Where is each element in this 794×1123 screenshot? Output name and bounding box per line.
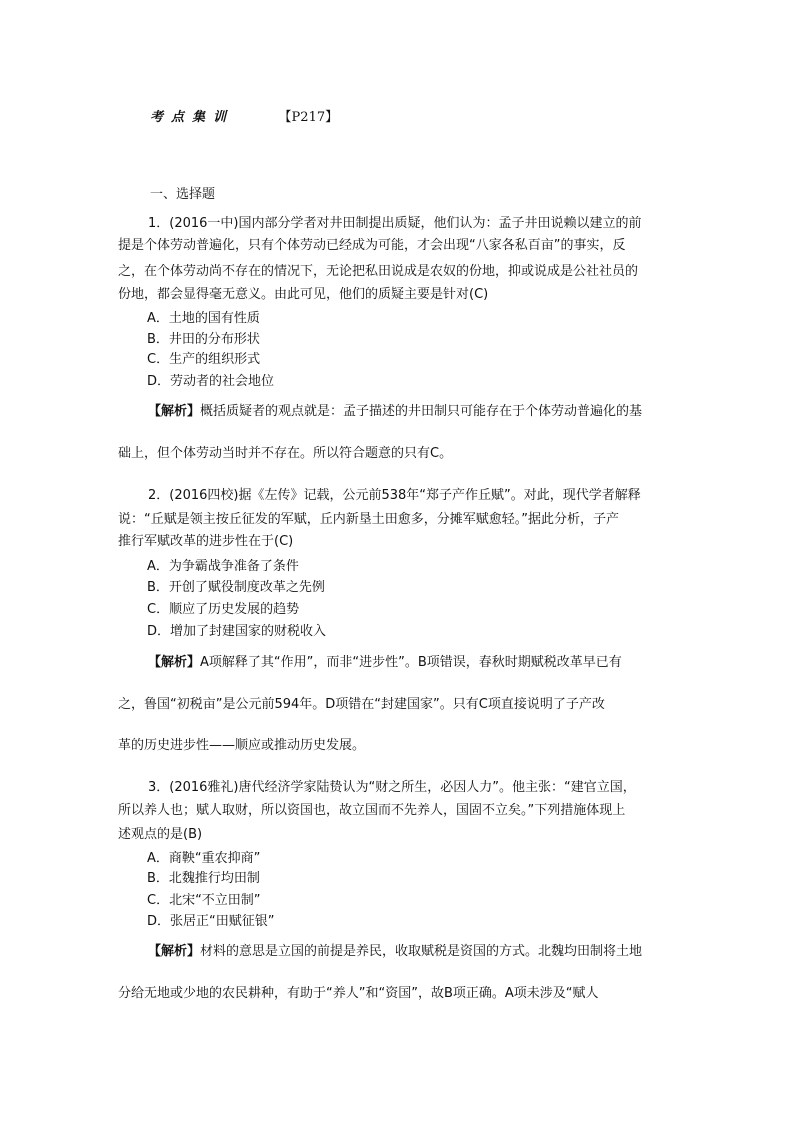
question-2-option-c: C．顺应了历史发展的趋势 (147, 602, 300, 617)
question-3-option-c: C．北宋“不立田制” (147, 893, 261, 908)
analysis-text: A项解释了其“作用”，而非“进步性”。B项错误，春秋时期赋税改革早已有 (200, 655, 622, 670)
question-2-analysis (148, 651, 622, 670)
question-3-option-b: B．北魏推行均田制 (147, 871, 260, 886)
question-2-line-3: 推行军赋改革的进步性在于(C) (118, 534, 294, 549)
question-1-analysis (148, 400, 642, 419)
analysis-text: 材料的意思是立国的前提是养民，收取赋税是资国的方式。北魏均田制将土地 (200, 944, 643, 959)
question-1-option-c: C．生产的组织形式 (147, 352, 261, 367)
question-3-analysis (148, 940, 642, 959)
question-2-line-1: 2．(2016四校)据《左传》记载，公元前538年“郑子产作丘赋”。对此，现代学者解释 (148, 488, 641, 503)
question-2-option-a: A．为争霸战争准备了条件 (147, 559, 299, 574)
question-1-line-2: 提是个体劳动普遍化，只有个体劳动已经成为可能，才会出现“八家各私百亩”的事实，反 (118, 238, 626, 253)
question-1-line-1: 1．(2016一中)国内部分学者对井田制提出质疑，他们认为：孟子井田说赖以建立的前 (148, 216, 642, 231)
question-1-analysis-cont: 础上，但个体劳动当时并不存在。所以符合题意的只有C。 (118, 446, 453, 461)
question-2-line-2: 说：“丘赋是领主按丘征发的军赋，丘内新垦土田愈多，分摊军赋愈轻。”据此分析，子产 (118, 512, 619, 527)
question-3-line-1: 3．(2016雅礼)唐代经济学家陆贽认为“财之所生，必因人力”。他主张：“建官立国， (148, 780, 636, 795)
analysis-text: 概括质疑者的观点就是：孟子描述的井田制只可能存在于个体劳动普遍化的基 (200, 404, 643, 419)
analysis-label: 【解析】 (148, 944, 201, 959)
page-header (150, 106, 338, 125)
question-2-analysis-cont-2: 革的历史进步性——顺应或推动历史发展。 (118, 738, 366, 753)
question-1-option-b: B．井田的分布形状 (147, 332, 260, 347)
question-3-option-a: A．商鞅“重农抑商” (147, 851, 261, 866)
question-1-line-3: 之，在个体劳动尚不存在的情况下，无论把私田说成是农奴的份地，抑或说成是公社社员的 (118, 264, 639, 279)
question-1-option-d: D．劳动者的社会地位 (147, 374, 275, 389)
header-title: 考点集训 (150, 110, 235, 125)
question-2-option-d: D．增加了封建国家的财税收入 (147, 624, 327, 639)
section-title: 一、选择题 (150, 187, 216, 202)
question-1-option-a: A．土地的国有性质 (147, 311, 260, 326)
page-reference: 【P217】 (278, 110, 339, 125)
analysis-label: 【解析】 (148, 655, 201, 670)
question-3-line-3: 述观点的是(B) (118, 827, 203, 842)
question-1-line-4: 份地，都会显得毫无意义。由此可见，他们的质疑主要是针对(C) (118, 287, 489, 302)
question-2-option-b: B．开创了赋役制度改革之先例 (147, 580, 325, 595)
question-3-analysis-cont: 分给无地或少地的农民耕种，有助于“养人”和“资国”，故B项正确。A项未涉及“赋人 (118, 986, 599, 1001)
question-3-line-2: 所以养人也；赋人取财，所以资国也，故立国而不先养人，国固不立矣。”下列措施体现上 (118, 803, 626, 818)
analysis-label: 【解析】 (148, 404, 201, 419)
question-2-analysis-cont: 之，鲁国“初税亩”是公元前594年。D项错在“封建国家”。只有C项直接说明了子产改 (118, 697, 605, 712)
question-3-option-d: D．张居正“田赋征银” (147, 914, 275, 929)
